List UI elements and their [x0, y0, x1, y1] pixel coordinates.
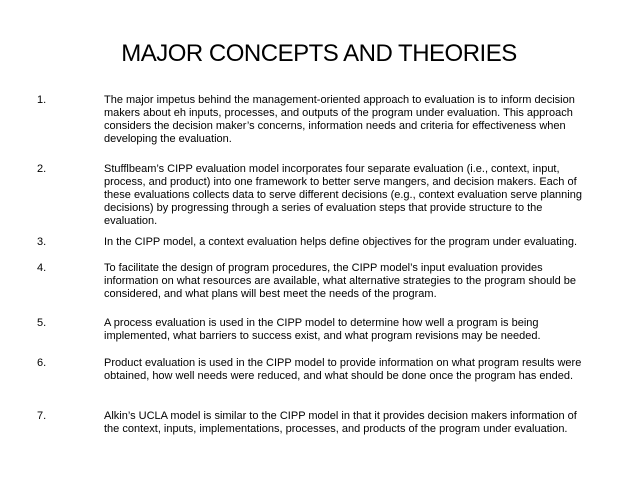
item-number: 4.: [37, 262, 47, 274]
item-text: Stufflbeam’s CIPP evaluation model incorporates four separate evaluation (i.e., context, input, process, and product) into one framework to better serve mangers, and decision makers. Each of these evaluations collects data to serve different decisions (e.g., context evaluation serve planning decisions) by progressing through a series of evaluation steps that provide structure to the evaluation.: [104, 163, 582, 227]
item-number: 2.: [37, 163, 47, 175]
item-text: To facilitate the design of program procedures, the CIPP model’s input evaluation provides information on what resources are available, what alternative strategies to the program should be considered, and what plans will best meet the needs of the program.: [104, 262, 577, 300]
slide-title: MAJOR CONCEPTS AND THEORIES: [121, 40, 517, 67]
item-number: 7.: [37, 410, 47, 422]
item-text: Product evaluation is used in the CIPP model to provide information on what program results were obtained, how well needs were reduced, and what should be done once the program has ended.: [104, 357, 582, 382]
item-text: A process evaluation is used in the CIPP model to determine how well a program is being implemented, what barriers to success exist, and what program revisions may be needed.: [104, 317, 541, 342]
item-text: Alkin’s UCLA model is similar to the CIPP model in that it provides decision makers information of the context, inputs, implementations, processes, and products of the program under evaluation.: [104, 410, 577, 435]
item-number: 6.: [37, 357, 47, 369]
item-text: The major impetus behind the management-oriented approach to evaluation is to inform decision makers about eh inputs, processes, and outputs of the program under evaluation. This approach considers the decision maker’s concerns, information needs and criteria for effectiveness when developing the evaluation.: [104, 94, 575, 145]
item-number: 3.: [37, 236, 47, 248]
item-text: In the CIPP model, a context evaluation helps define objectives for the program under evaluating.: [104, 236, 578, 248]
item-number: 5.: [37, 317, 47, 329]
item-number: 1.: [37, 94, 47, 106]
